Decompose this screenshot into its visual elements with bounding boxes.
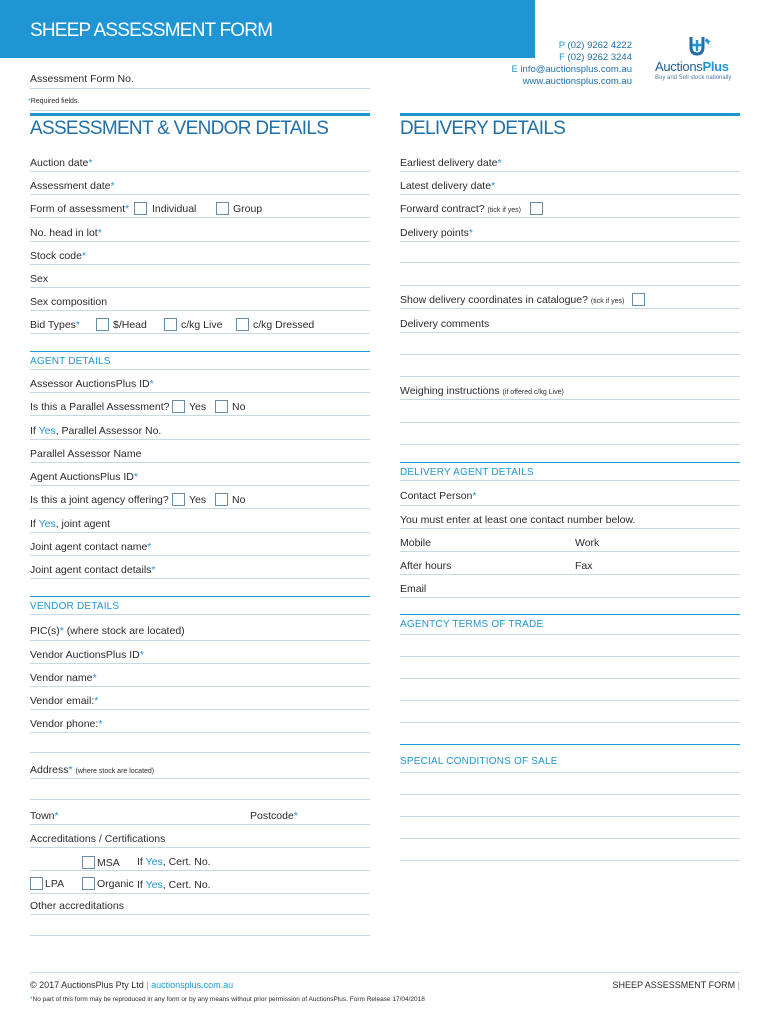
stock-code-label: Stock code* bbox=[30, 250, 87, 262]
delivery-points-label: Delivery points* bbox=[400, 227, 473, 239]
parallel-no-checkbox[interactable] bbox=[215, 400, 228, 413]
latest-delivery-label: Latest delivery date* bbox=[400, 180, 496, 192]
special-field-2[interactable] bbox=[400, 794, 740, 795]
section-rule bbox=[30, 596, 370, 597]
lpa-checkbox[interactable] bbox=[30, 877, 43, 890]
bid-head-label: $/Head bbox=[113, 319, 147, 331]
section-rule bbox=[400, 462, 740, 463]
bid-dressed-label: c/kg Dressed bbox=[253, 319, 315, 331]
parallel-assessor-name-label: Parallel Assessor Name bbox=[30, 448, 142, 460]
section-rule bbox=[30, 351, 370, 352]
forward-contract-label: Forward contract? (tick if yes) bbox=[400, 203, 521, 215]
bid-types-label: Bid Types* bbox=[30, 319, 81, 331]
address-field[interactable] bbox=[30, 778, 370, 779]
msa-cert-label: If Yes, Cert. No. bbox=[137, 856, 211, 868]
divider bbox=[400, 308, 740, 309]
divider bbox=[400, 217, 740, 218]
postcode-label: Postcode* bbox=[250, 810, 298, 822]
logo-mark-icon bbox=[677, 35, 717, 59]
bid-head-checkbox[interactable] bbox=[96, 318, 109, 331]
mobile-label: Mobile bbox=[400, 537, 431, 549]
email-link[interactable]: info@auctionsplus.com.au bbox=[520, 64, 632, 75]
website-link[interactable]: www.auctionsplus.com.au bbox=[522, 76, 632, 87]
auction-date-label: Auction date* bbox=[30, 157, 93, 169]
town-label: Town* bbox=[30, 810, 59, 822]
contact-block: P (02) 9262 4222 F (02) 9262 3244 E info@auctionsplus.com.au www.auctionsplus.com.au bbox=[511, 40, 632, 87]
section-rule bbox=[400, 113, 740, 116]
special-field-3[interactable] bbox=[400, 816, 740, 817]
divider bbox=[30, 415, 370, 416]
form-title: SHEEP ASSESSMENT FORM bbox=[30, 20, 273, 41]
divider bbox=[30, 614, 370, 615]
contact-number-note: You must enter at least one contact number below. bbox=[400, 514, 636, 526]
parallel-question: Is this a Parallel Assessment? bbox=[30, 401, 170, 413]
email-label: Email bbox=[400, 583, 427, 595]
parallel-assessor-no-label: If Yes, Parallel Assessor No. bbox=[30, 425, 162, 437]
assessor-id-label: Assessor AuctionsPlus ID* bbox=[30, 378, 154, 390]
joint-contact-details-label: Joint agent contact details* bbox=[30, 564, 156, 576]
delivery-details-title: DELIVERY DETAILS bbox=[400, 118, 566, 139]
joint-no-label: No bbox=[232, 494, 246, 506]
msa-cert-field[interactable] bbox=[30, 870, 370, 871]
vendor-email-field[interactable] bbox=[30, 709, 370, 710]
no-head-field[interactable] bbox=[30, 241, 370, 242]
no-head-label: No. head in lot* bbox=[30, 227, 102, 239]
organic-cert-label: If Yes, Cert. No. bbox=[137, 879, 211, 891]
individual-checkbox[interactable] bbox=[134, 202, 147, 215]
form-of-assessment-label: Form of assessment* bbox=[30, 203, 130, 215]
vendor-phone-label: Vendor phone:* bbox=[30, 718, 103, 730]
footer-divider bbox=[30, 972, 740, 973]
parallel-yes-label: Yes bbox=[189, 401, 207, 413]
weighing-label: Weighing instructions (if offered c/kg Live) bbox=[400, 385, 564, 397]
assessment-date-field[interactable] bbox=[30, 194, 370, 195]
vendor-id-label: Vendor AuctionsPlus ID* bbox=[30, 649, 144, 661]
divider bbox=[400, 480, 740, 481]
coordinates-checkbox[interactable] bbox=[632, 293, 645, 306]
bid-dressed-checkbox[interactable] bbox=[236, 318, 249, 331]
coordinates-label: Show delivery coordinates in catalogue? (tick if yes) bbox=[400, 294, 625, 306]
agent-id-field[interactable] bbox=[30, 485, 370, 486]
delivery-comments-field-3[interactable] bbox=[400, 376, 740, 377]
delivery-comments-label: Delivery comments bbox=[400, 318, 490, 330]
joint-no-checkbox[interactable] bbox=[215, 493, 228, 506]
sex-composition-label: Sex composition bbox=[30, 296, 108, 308]
auction-date-field[interactable] bbox=[30, 171, 370, 172]
assessment-vendor-title: ASSESSMENT & VENDOR DETAILS bbox=[30, 118, 329, 139]
other-accreditations-field-2[interactable] bbox=[30, 935, 370, 936]
sex-composition-field[interactable] bbox=[30, 310, 370, 311]
after-hours-label: After hours bbox=[400, 560, 452, 572]
organic-label: Organic bbox=[97, 878, 134, 890]
pic-field[interactable] bbox=[30, 640, 370, 641]
stock-code-field[interactable] bbox=[30, 264, 370, 265]
terms-field-2[interactable] bbox=[400, 656, 740, 657]
footer-disclaimer: *No part of this form may be reproduced in any form or by any means without prior permission of AuctionsPlus. Form Release 17/04/2018 bbox=[30, 996, 425, 1003]
parallel-assessor-no-field[interactable] bbox=[30, 439, 370, 440]
individual-label: Individual bbox=[152, 203, 197, 215]
group-checkbox[interactable] bbox=[216, 202, 229, 215]
parallel-assessor-name-field[interactable] bbox=[30, 462, 370, 463]
delivery-points-field-3[interactable] bbox=[400, 285, 740, 286]
section-rule bbox=[400, 744, 740, 745]
forward-contract-checkbox[interactable] bbox=[530, 202, 543, 215]
divider bbox=[400, 528, 740, 529]
divider bbox=[30, 217, 370, 218]
weighing-field[interactable] bbox=[400, 399, 740, 400]
address-label: Address* (where stock are located) bbox=[30, 764, 155, 776]
earliest-delivery-label: Earliest delivery date* bbox=[400, 157, 502, 169]
divider bbox=[30, 847, 370, 848]
divider bbox=[30, 508, 370, 509]
vendor-phone-field[interactable] bbox=[30, 732, 370, 733]
lpa-label: LPA bbox=[45, 878, 65, 890]
agent-details-title: AGENT DETAILS bbox=[30, 356, 111, 367]
assessor-id-field[interactable] bbox=[30, 392, 370, 393]
vendor-id-field[interactable] bbox=[30, 663, 370, 664]
sex-label: Sex bbox=[30, 273, 49, 285]
special-conditions-title: SPECIAL CONDITIONS OF SALE bbox=[400, 756, 558, 767]
vendor-email-label: Vendor email:* bbox=[30, 695, 99, 707]
special-field-5[interactable] bbox=[400, 860, 740, 861]
group-label: Group bbox=[233, 203, 263, 215]
joint-contact-details-field[interactable] bbox=[30, 578, 370, 579]
latest-delivery-field[interactable] bbox=[400, 194, 740, 195]
auctionsplus-logo: AuctionsPlus Buy and Sell stock nationally bbox=[655, 35, 745, 81]
phone-number: (02) 9262 4222 bbox=[567, 40, 632, 51]
vendor-name-field[interactable] bbox=[30, 686, 370, 687]
address-field-2[interactable] bbox=[30, 799, 370, 800]
terms-field-4[interactable] bbox=[400, 700, 740, 701]
accreditations-label: Accreditations / Certifications bbox=[30, 833, 166, 845]
terms-of-trade-title: AGENTCY TERMS OF TRADE bbox=[400, 619, 544, 630]
work-label: Work bbox=[575, 537, 600, 549]
section-rule bbox=[30, 113, 370, 116]
joint-contact-name-label: Joint agent contact name* bbox=[30, 541, 152, 553]
terms-field-1[interactable] bbox=[400, 634, 740, 635]
vendor-name-label: Vendor name* bbox=[30, 672, 97, 684]
joint-agent-label: If Yes, joint agent bbox=[30, 518, 111, 530]
footer-copyright: © 2017 AuctionsPlus Pty Ltd | auctionsplus.com.au bbox=[30, 980, 234, 990]
delivery-comments-field[interactable] bbox=[400, 332, 740, 333]
fax-number: (02) 9262 3244 bbox=[567, 52, 632, 63]
bid-live-checkbox[interactable] bbox=[164, 318, 177, 331]
mobile-work-field[interactable] bbox=[400, 551, 740, 552]
special-field-4[interactable] bbox=[400, 838, 740, 839]
logo-tagline: Buy and Sell stock nationally bbox=[655, 75, 732, 81]
joint-yes-checkbox[interactable] bbox=[172, 493, 185, 506]
parallel-no-label: No bbox=[232, 401, 246, 413]
divider bbox=[30, 369, 370, 370]
after-hours-fax-field[interactable] bbox=[400, 574, 740, 575]
section-rule bbox=[400, 614, 740, 615]
footer-form-name: SHEEP ASSESSMENT FORM | bbox=[612, 980, 740, 990]
divider bbox=[30, 110, 370, 111]
delivery-comments-field-2[interactable] bbox=[400, 354, 740, 355]
contact-person-label: Contact Person* bbox=[400, 490, 477, 502]
agent-id-label: Agent AuctionsPlus ID* bbox=[30, 471, 138, 483]
special-field-1[interactable] bbox=[400, 772, 740, 773]
organic-cert-field[interactable] bbox=[30, 893, 370, 894]
form-no-label: Assessment Form No. bbox=[30, 73, 134, 85]
msa-label: MSA bbox=[97, 857, 120, 869]
delivery-points-field[interactable] bbox=[400, 241, 740, 242]
weighing-field-2[interactable] bbox=[400, 422, 740, 423]
town-postcode-field[interactable] bbox=[30, 824, 370, 825]
fax-label: Fax bbox=[575, 560, 593, 572]
vendor-details-title: VENDOR DETAILS bbox=[30, 601, 120, 612]
bid-live-label: c/kg Live bbox=[181, 319, 223, 331]
joint-contact-name-field[interactable] bbox=[30, 555, 370, 556]
earliest-delivery-field[interactable] bbox=[400, 171, 740, 172]
delivery-points-field-2[interactable] bbox=[400, 262, 740, 263]
footer-link[interactable]: auctionsplus.com.au bbox=[151, 980, 234, 990]
organic-checkbox[interactable] bbox=[82, 877, 95, 890]
form-no-field[interactable] bbox=[30, 88, 370, 89]
parallel-yes-checkbox[interactable] bbox=[172, 400, 185, 413]
other-accreditations-field[interactable] bbox=[30, 914, 370, 915]
contact-person-field[interactable] bbox=[400, 505, 740, 506]
terms-field-5[interactable] bbox=[400, 722, 740, 723]
other-accreditations-label: Other accreditations bbox=[30, 900, 124, 912]
pic-label: PIC(s)* (where stock are located) bbox=[30, 625, 185, 637]
weighing-field-3[interactable] bbox=[400, 444, 740, 445]
delivery-agent-title: DELIVERY AGENT DETAILS bbox=[400, 467, 534, 478]
required-note: *Required fields. bbox=[28, 98, 80, 105]
joint-question: Is this a joint agency offering? bbox=[30, 494, 169, 506]
divider bbox=[30, 752, 370, 753]
divider bbox=[30, 333, 370, 334]
email-field[interactable] bbox=[400, 597, 740, 598]
msa-checkbox[interactable] bbox=[82, 856, 95, 869]
sex-field[interactable] bbox=[30, 287, 370, 288]
assessment-date-label: Assessment date* bbox=[30, 180, 115, 192]
joint-yes-label: Yes bbox=[189, 494, 207, 506]
terms-field-3[interactable] bbox=[400, 678, 740, 679]
joint-agent-field[interactable] bbox=[30, 532, 370, 533]
